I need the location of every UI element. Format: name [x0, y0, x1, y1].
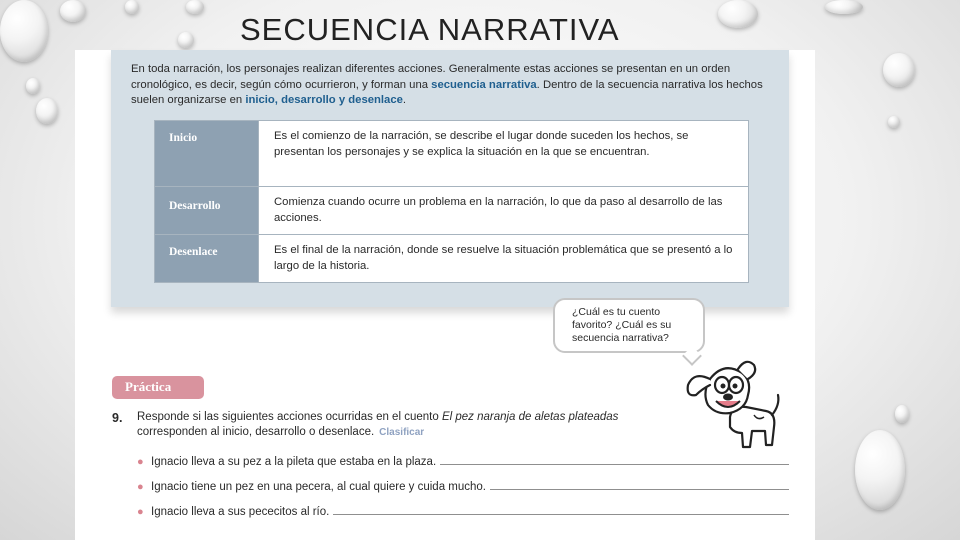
exercise-prompt [137, 410, 677, 440]
intro-text: . [402, 94, 407, 106]
stage-label: Desarrollo [155, 187, 259, 235]
speech-bubble: ¿Cuál es tu cuento favorito? ¿Cuál es su secuencia narrativa? [553, 298, 705, 353]
water-drop-icon [125, 0, 139, 14]
list-item [137, 475, 789, 493]
water-drop-icon [186, 0, 204, 14]
table-row [155, 187, 749, 235]
list-item [137, 450, 789, 468]
bullet-icon: ● [137, 506, 144, 518]
water-drop-icon [718, 0, 758, 28]
item-text: Ignacio lleva a sus pececitos al río. [151, 506, 330, 518]
answer-line[interactable] [333, 514, 789, 515]
table-row [155, 235, 749, 283]
intro-highlight: secuencia narrativa [431, 78, 537, 91]
table-row [155, 121, 749, 187]
answer-line[interactable] [490, 489, 789, 490]
slide-title: SECUENCIA NARRATIVA [240, 12, 620, 47]
textbook-page [75, 50, 815, 540]
water-drop-icon [60, 0, 86, 22]
answer-line[interactable] [440, 464, 789, 465]
intro-paragraph [131, 62, 781, 109]
practice-tag: Práctica [112, 376, 204, 399]
intro-text: En toda narración, los personajes realizan diferentes acciones. Generalmente estas acciones se presentan en un orden cronológico, es decir, según cómo ocurrieron, y forman una [131, 63, 731, 91]
story-title: El pez naranja de aletas plateadas [441, 411, 619, 423]
intro-highlight: inicio, desarrollo y desenlace [245, 94, 403, 106]
stage-label: Inicio [155, 121, 259, 187]
exercise-number: 9. [112, 411, 123, 425]
water-drop-icon [888, 116, 900, 128]
stage-description: Es el comienzo de la narración, se describe el lugar donde suceden los hechos, se presentan los personajes y se explica la situación en la que se encuentran. [259, 121, 749, 187]
stage-description: Es el final de la narración, donde se resuelve la situación problemática que se presentó a lo largo de la historia. [259, 235, 749, 283]
water-drop-icon [825, 0, 863, 14]
item-text: Ignacio lleva a su pez a la pileta que estaba en la plaza. [151, 456, 437, 468]
prompt-text: Responde si las siguientes acciones ocurridas en el cuento [137, 411, 442, 423]
intro-text: . Dentro de la secuencia narrativa los hechos suelen organizarse en [131, 78, 763, 106]
stage-label: Desenlace [155, 235, 259, 283]
water-drop-icon [178, 32, 194, 48]
prompt-text: corresponden al inicio, desarrollo o desenlace. [137, 426, 375, 438]
stage-description: Comienza cuando ocurre un problema en la narración, lo que da paso al desarrollo de las acciones. [259, 187, 749, 235]
bullet-icon: ● [137, 456, 144, 468]
list-item [137, 500, 789, 518]
skill-badge: Clasificar [379, 427, 425, 438]
water-drop-icon [36, 98, 58, 124]
water-drop-icon [883, 53, 915, 87]
water-drop-icon [855, 430, 905, 510]
item-text: Ignacio tiene un pez en una pecera, al cual quiere y cuida mucho. [151, 481, 486, 493]
theory-box [111, 50, 789, 307]
narrative-stages-table [154, 120, 749, 283]
water-drop-icon [26, 78, 40, 94]
water-drop-icon [895, 405, 909, 423]
water-drop-icon [0, 0, 48, 62]
bullet-icon: ● [137, 481, 144, 493]
dog-mascot-icon [680, 355, 785, 455]
